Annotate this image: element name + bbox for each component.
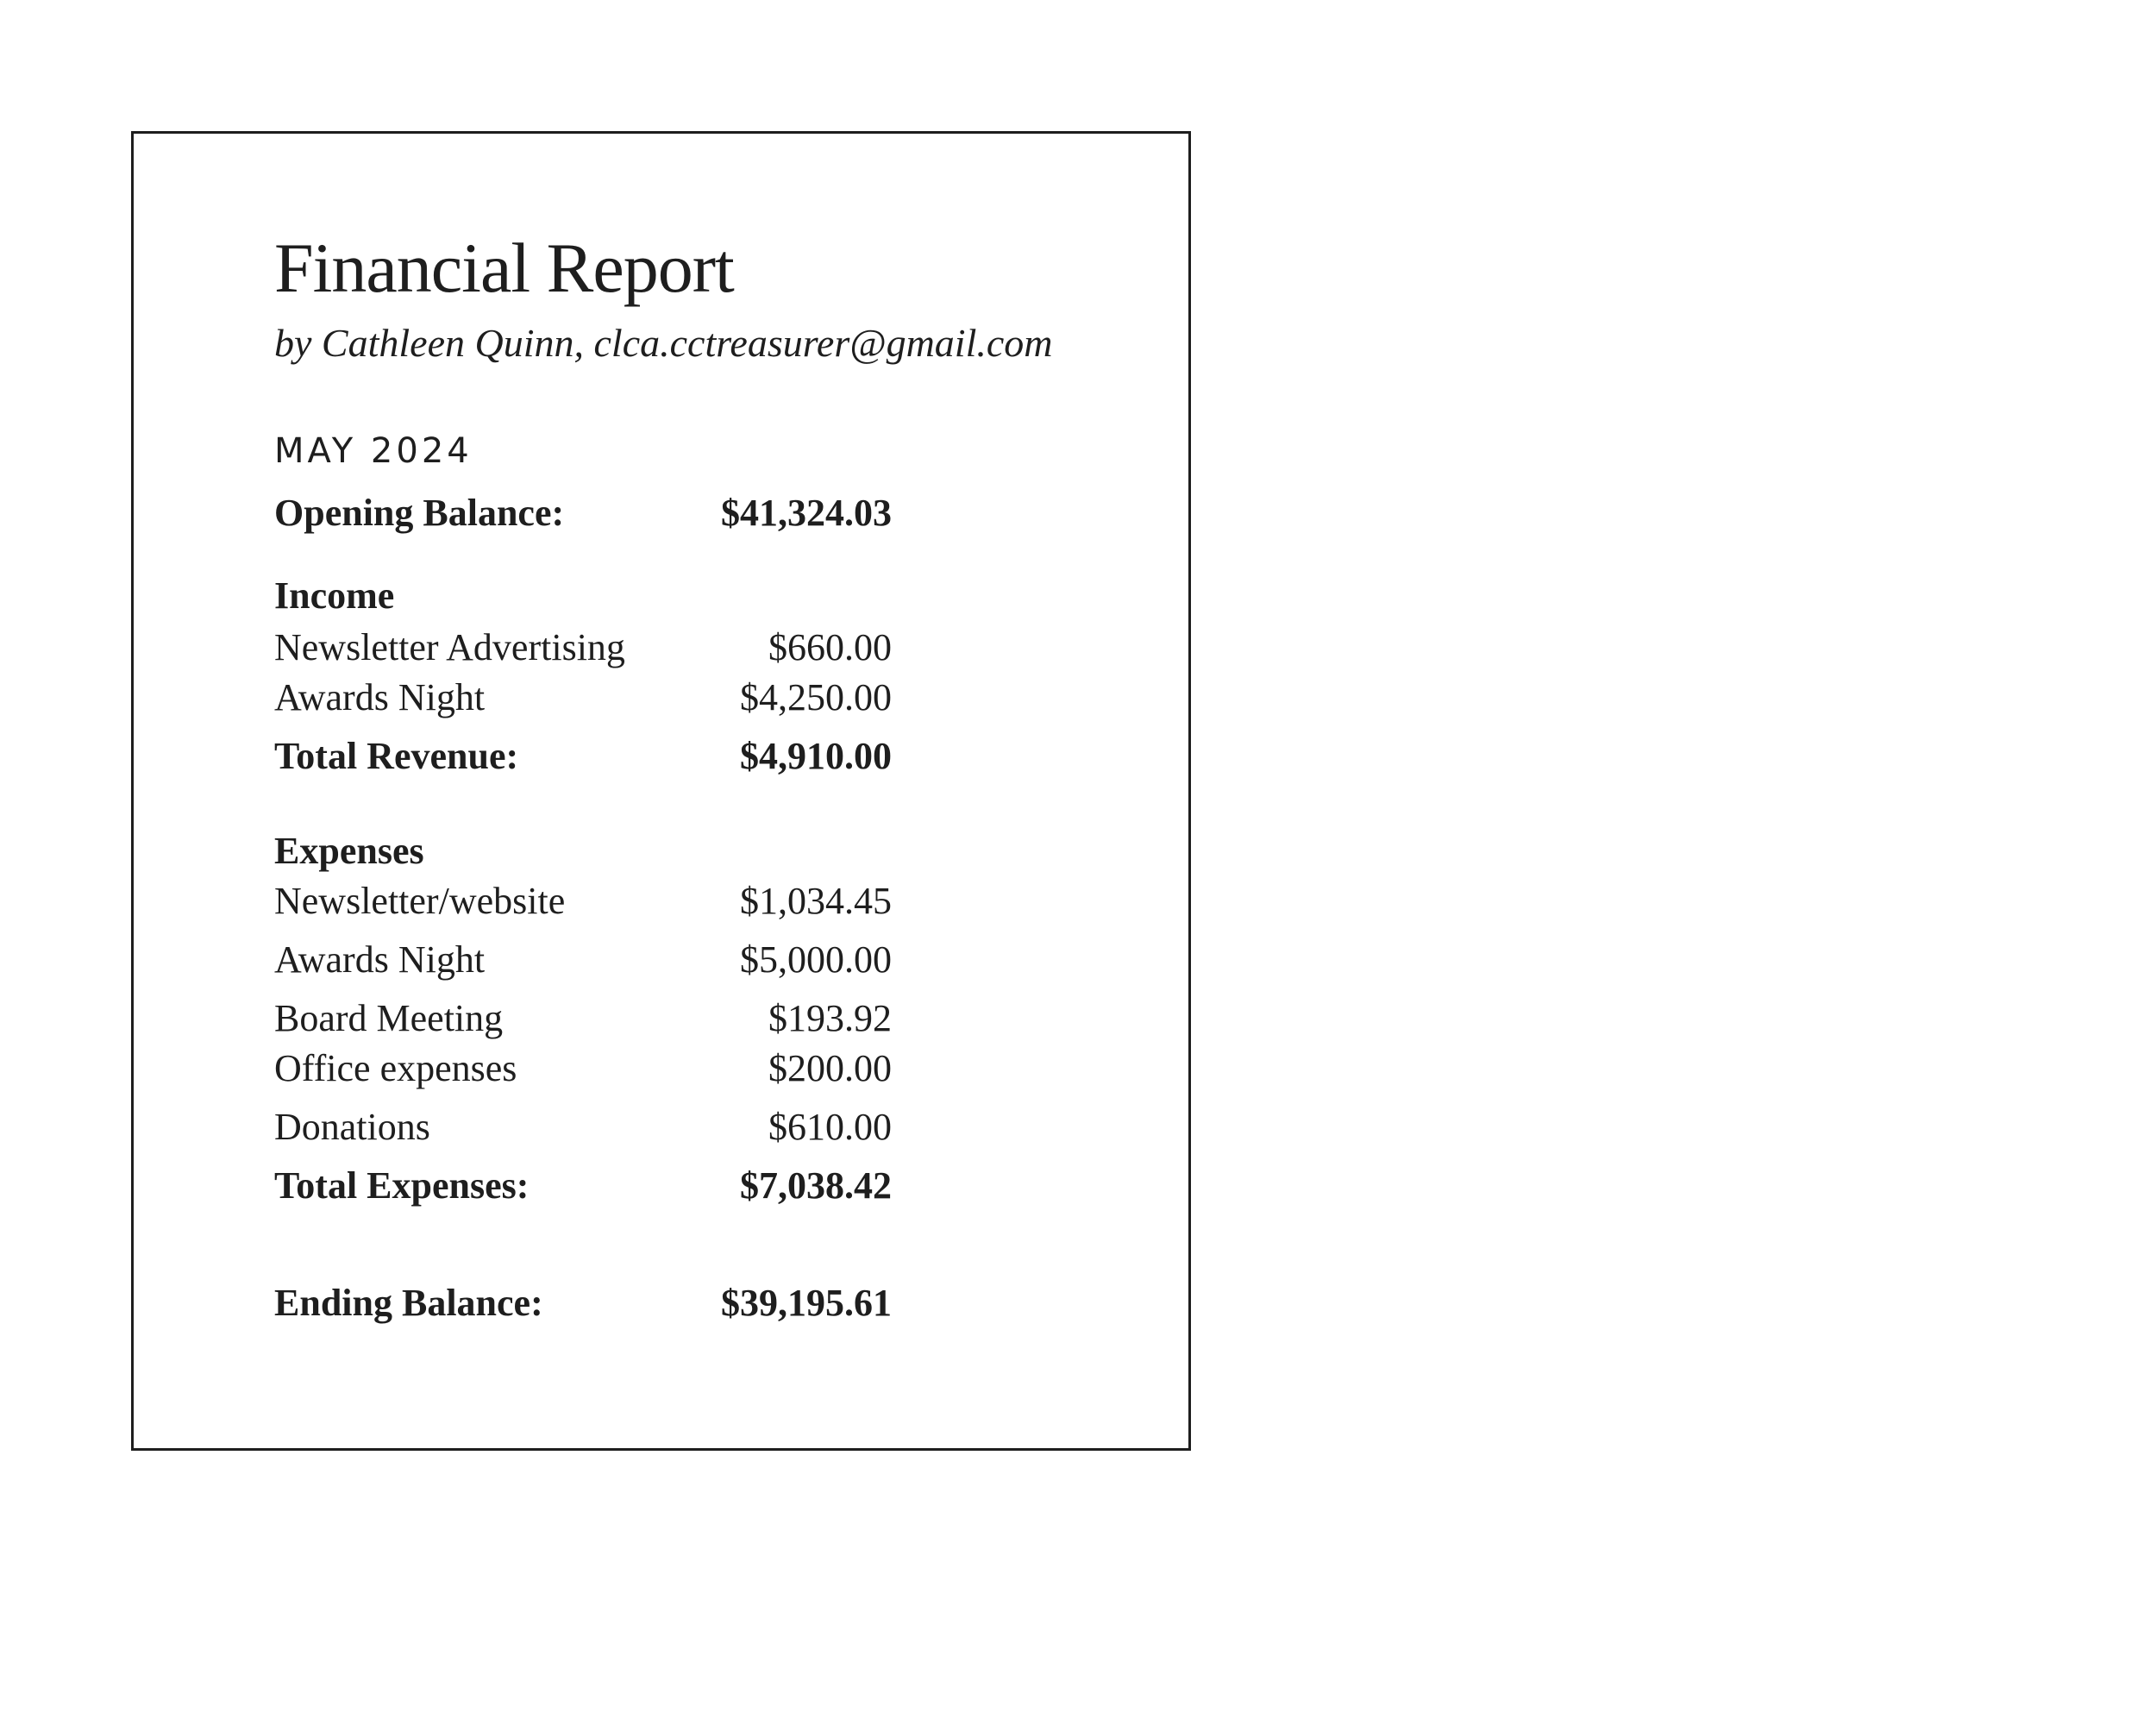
financial-report-panel (131, 131, 1191, 1451)
expense-item-value: $5,000.00 (740, 938, 892, 981)
expense-item-label: Awards Night (274, 938, 486, 981)
expense-item-label: Newsletter/website (274, 880, 566, 922)
report-period: MAY 2024 (274, 431, 473, 471)
expense-item-value: $193.92 (768, 997, 892, 1039)
expense-item-label: Board Meeting (274, 997, 504, 1039)
expense-item-value: $1,034.45 (740, 880, 892, 922)
income-item-label: Awards Night (274, 676, 486, 718)
ending-balance-value: $39,195.61 (721, 1282, 892, 1324)
total-revenue-value: $4,910.00 (740, 735, 892, 777)
total-expenses-label: Total Expenses: (274, 1164, 530, 1207)
expense-item-value: $200.00 (768, 1047, 892, 1089)
income-heading: Income (274, 574, 395, 617)
total-expenses-value: $7,038.42 (740, 1164, 892, 1207)
opening-balance-value: $41,324.03 (721, 492, 892, 534)
expenses-heading: Expenses (274, 830, 424, 872)
opening-balance-label: Opening Balance: (274, 492, 565, 534)
report-byline: by Cathleen Quinn, clca.cctreasurer@gmail.com (274, 321, 1053, 365)
ending-balance-label: Ending Balance: (274, 1282, 543, 1324)
total-revenue-label: Total Revenue: (274, 735, 519, 777)
income-item-value: $4,250.00 (740, 676, 892, 718)
expense-item-label: Office expenses (274, 1047, 517, 1089)
income-item-value: $660.00 (768, 626, 892, 668)
report-title: Financial Report (274, 229, 734, 307)
income-item-label: Newsletter Advertising (274, 626, 625, 668)
expense-item-value: $610.00 (768, 1106, 892, 1148)
expense-item-label: Donations (274, 1106, 430, 1148)
